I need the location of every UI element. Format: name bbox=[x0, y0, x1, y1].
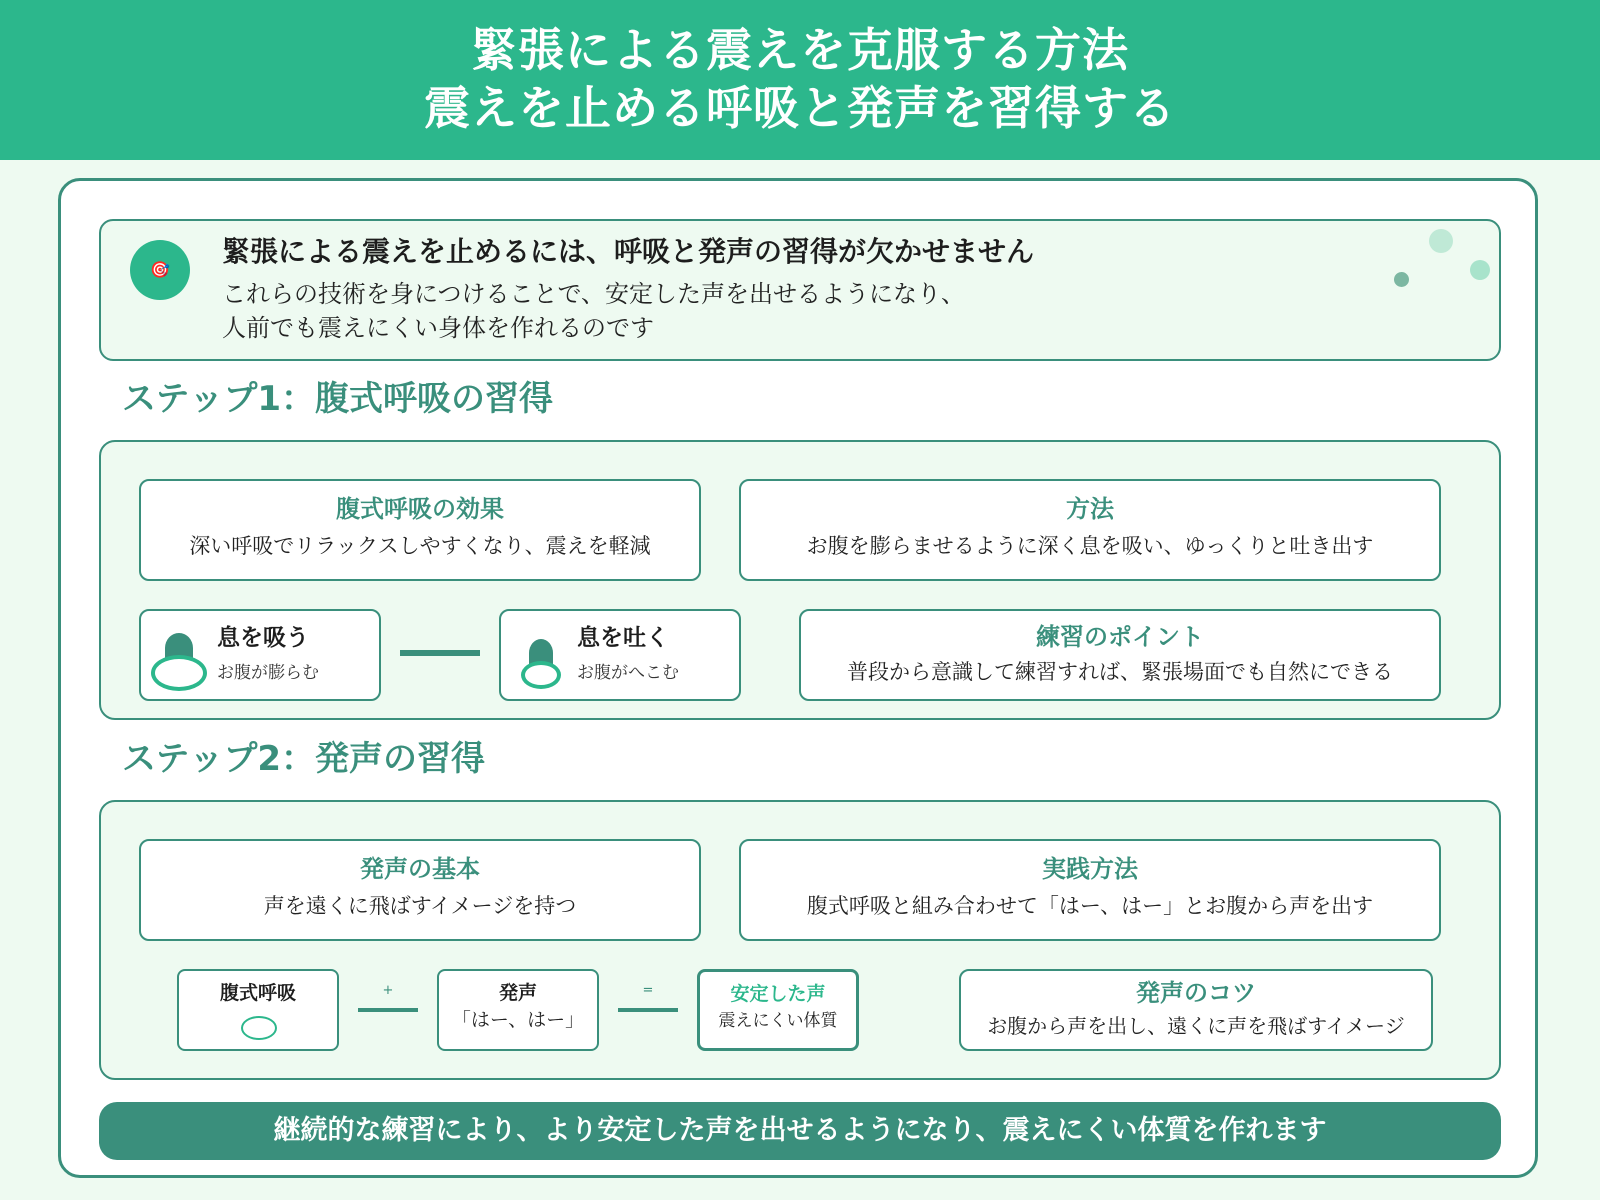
step1-title: ステップ1：腹式呼吸の習得 bbox=[122, 379, 553, 419]
practice-point-title: 練習のポイント bbox=[1036, 623, 1204, 651]
intro-text-line2: 人前でも震えにくい身体を作れるのです bbox=[222, 314, 654, 342]
effect-body: 深い呼吸でリラックスしやすくなり、震えを軽減 bbox=[189, 534, 651, 558]
method-body: お腹を膨らませるように深く息を吸い、ゆっくりと吐き出す bbox=[806, 534, 1374, 558]
voice-tips-body: お腹から声を出し、遠くに声を飛ばすイメージ bbox=[987, 1014, 1405, 1038]
inhale-sub: お腹が膨らむ bbox=[217, 663, 319, 683]
belly-contracted-icon bbox=[521, 661, 561, 689]
intro-heading: 緊張による震えを止めるには、呼吸と発声の習得が欠かせません bbox=[222, 235, 1035, 268]
formula-voice-title: 発声 bbox=[498, 982, 537, 1004]
practice-method-title: 実践方法 bbox=[1042, 855, 1138, 883]
page-title-line1: 緊張による震えを克服する方法 bbox=[471, 23, 1129, 77]
exhale-card bbox=[499, 609, 741, 701]
formula-voice-card bbox=[437, 969, 599, 1051]
formula-result-sub: 震えにくい体質 bbox=[718, 1011, 838, 1031]
intro-text-line1: これらの技術を身につけることで、安定した声を出せるようになり、 bbox=[222, 280, 966, 308]
header-banner bbox=[0, 0, 1600, 160]
voice-basic-body: 声を遠くに飛ばすイメージを持つ bbox=[263, 894, 577, 918]
method-title: 方法 bbox=[1066, 495, 1114, 523]
page-title-line2: 震えを止める呼吸と発声を習得する bbox=[424, 81, 1176, 135]
inhale-title: 息を吸う bbox=[217, 625, 309, 651]
inhale-card bbox=[139, 609, 381, 701]
practice-method-card bbox=[739, 839, 1441, 941]
equals-sign: = bbox=[642, 983, 654, 998]
formula-breathing-card bbox=[177, 969, 339, 1051]
voice-basic-card bbox=[139, 839, 701, 941]
connector-line bbox=[618, 1008, 678, 1012]
footer-banner: 継続的な練習により、より安定した声を出せるようになり、震えにくい体質を作れます bbox=[99, 1102, 1501, 1160]
plus-sign: + bbox=[382, 983, 394, 998]
formula-result-title: 安定した声 bbox=[730, 983, 826, 1005]
decor-dot bbox=[1470, 260, 1490, 280]
step2-title: ステップ2：発声の習得 bbox=[122, 739, 485, 779]
practice-point-card bbox=[799, 609, 1441, 701]
formula-breathing-title: 腹式呼吸 bbox=[219, 982, 296, 1004]
effect-title: 腹式呼吸の効果 bbox=[336, 495, 504, 523]
formula-voice-sub: 「はー、はー」 bbox=[451, 1009, 585, 1031]
formula-result-card bbox=[697, 969, 859, 1051]
exhale-sub: お腹がへこむ bbox=[577, 663, 679, 683]
target-icon: 🎯 bbox=[130, 240, 190, 300]
effect-card bbox=[139, 479, 701, 581]
voice-tips-title: 発声のコツ bbox=[1136, 979, 1256, 1007]
exhale-title: 息を吐く bbox=[577, 625, 669, 651]
decor-dot bbox=[1429, 229, 1453, 253]
voice-basic-title: 発声の基本 bbox=[360, 855, 480, 883]
connector-line bbox=[358, 1008, 418, 1012]
connector-line bbox=[400, 650, 480, 656]
practice-method-body: 腹式呼吸と組み合わせて「はー、はー」とお腹から声を出す bbox=[806, 894, 1374, 918]
voice-tips-card bbox=[959, 969, 1433, 1051]
belly-icon bbox=[241, 1016, 277, 1040]
belly-expanded-icon bbox=[151, 655, 207, 691]
decor-dot bbox=[1394, 272, 1409, 287]
practice-point-body: 普段から意識して練習すれば、緊張場面でも自然にできる bbox=[847, 660, 1393, 684]
method-card bbox=[739, 479, 1441, 581]
